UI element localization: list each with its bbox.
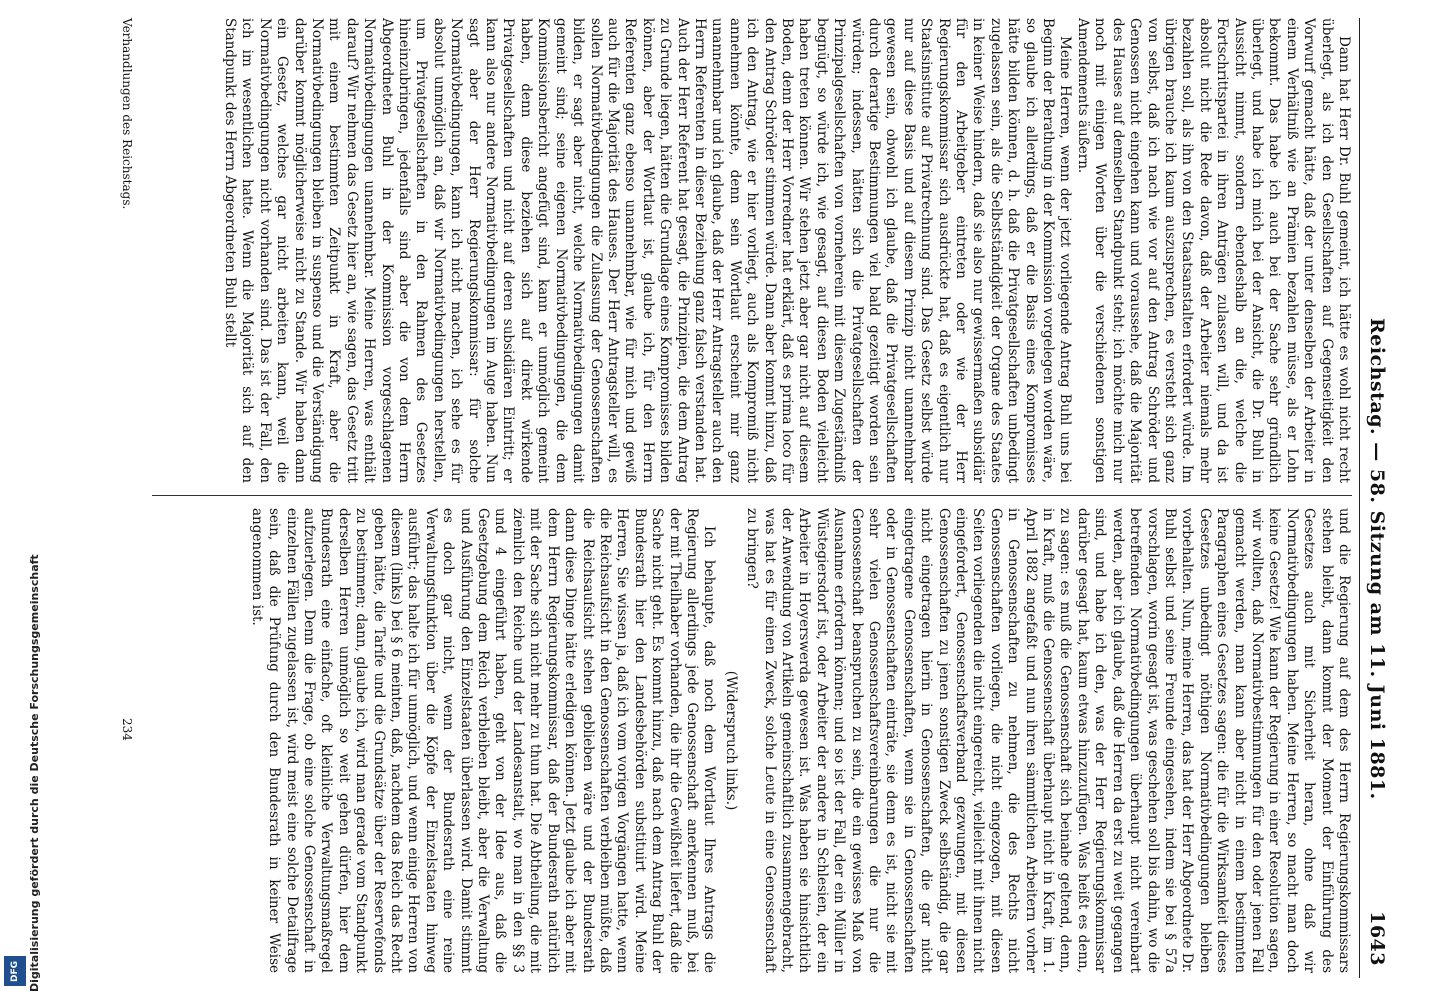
footer-left: Verhandlungen des Reichstags. — [120, 18, 134, 210]
paragraph: Meine Herren, wenn der jetzt vorliegende Antrag Buhl uns bei Beginn der Berathung in der Kommission vorgelegen worden wäre, so glaube ich allerdings, daß er die Basis eines Kompromisses hätte bilden können, d. h. daß die Privatgesellschaften unbedingt zugelassen sein, als die Selbstständigkeit der Organe des Staates in keiner Weise hindern, daß sie also nur gewissermaßen subsidiär für den Arbeitgeber eintreten oder wie der Herr Regierungskommissar sich ausdrückte hat, daß es eigentlich nur Staatsinstitute auf Privatrechnung sind. Das Gesetz selbst würde nur auf diese Basis und auf diesem Prinzip nicht unannehmbar gewesen sein, obwohl ich glaube, daß die Privatgesellschaften durch derartige Bestimmungen viel bald gezeitigt worden sein würden; indessen, hätten sich die Privatgesellschaften der Prinzipalgesellschaften von vorneherein mit diesem Zugeständniß begnügt, so würde ich, wie gesagt, auf diesen Boden vielleicht haben treten können. Wir stehen jetzt aber gar nicht auf diesem Boden, denn der Herr Vorredner hat erklärt, daß es prima loco für den Antrag Schröder stimmen würde. Dann aber kommt hinzu, daß ich den Antrag, wie er hier vorliegt, auch als Kompromiß nicht annehmen könnte, denn sein Wortlaut erscheint mir ganz unannehmbar und ich glaube, daß der Herr Antragsteller auch den Herrn Referenten in dieser Beziehung ganz falsch verstanden hat. Auch der Herr Referent hat gesagt, die Prinzipien, die dem Antrag zu Grunde liegen, hätten die Grundlage eines Kompromisses bilden können, aber der Wortlaut ist, glaube ich, für den Herrn Referenten ganz ebenso unannehmbar, wie für mich und gewiß auch für die Majorität des Hauses. Der Herr Antragsteller will, es sollen Normativbedingungen die Zulassung der Genossenschaften bilden, er sagt aber nicht, welche Normativbedingungen damit gemeint sind; seine eigenen Normativbedingungen, die dem Kommissionsbericht angefügt sind, kann er unmöglich gemeint haben, denn diese beziehen sich auf direkt wirkende Privatgesellschaften und nicht auf deren subsidiären Eintritt; er kann also nur andere Normativbedingungen im Auge haben. Nun sagt aber der Herr Regierungskommissar: für solche Normativbedingungen, kann ich nicht machen, ich sehe es für absolut unmöglich an, daß wir Normativbedingungen herstellen, um Privatgesellschaften in den Rahmen des Gesetzes hineinzubringen, jedenfalls sind aber die von dem Herrn Abgeordneten Buhl in der Kommission vorgeschlagenen Normativbedingungen unannehmbar. Meine Herren, was enthält darauf? Wir nehmen das Gesetz hier an, wie sagen, das Gesetz tritt mit einem bestimmten Zeitpunkt in Kraft, aber die Normativbedingungen bleiben in suspenso und die Verständigung darüber kommt möglicherweise nicht zu Stande. Wir haben dann ein Gesetz, welches gar nicht arbeiten kann, weil die Normativbedingungen nicht vorhanden sind. Das ist der Fall, den ich im wesentlichen hatte. Wenn die Majorität sich auf den Standpunkt des Herrn Abgeordneten Buhl stellt — [222, 18, 1074, 483]
header-rule — [1359, 18, 1360, 978]
paragraph: und die Regierung auf dem des Herrn Regierungskommissars stehen bleibt, dann kommt der Moment der Einführung des Gesetzes auch mit Sicherheit heran, ohne daß wir Normativbedingungen haben. Meine Herren, so macht man doch keine Gesetze! Wie kann der Regierung in einer Resolution sagen, wir wollten, daß Normativbestimmungen für den oder jenen Fall gemacht werden, man kann aber nicht in einem bestimmten Paragraphen eines Gesetzes sagen: die für die Wirksamkeit dieses Gesetzes unbedingt nöthigen Normativbedingungen bleiben vorbehalten. Nun, meine Herren, das hat der Herr Abgeordnete Dr. Buhl selbst und seine Freunde eingesehen, indem sie bei § 57a vorschlagen, worin gesagt ist, was geschehen soll bis dahin, wo die betreffenden Normativbedingungen überhaupt nicht vereinbart werden, aber ich glaube, daß die Herren da erst zu weit gegangen sind, und habe ich den, was der Herr Regierungskommissar darüber gesagt hat, kaum etwas hinzuzufügen. Was heißt es denn, zu sagen: es muß die Genossenschaft sich beinahe geltend, denn, in Kraft, muß die Genossenschaft überhaupt nicht in Kraft, im 1. April 1882 angefaßt und nun ihren sämmtlichen Arbeitern vorher in Genossenschaften zu nehmen, die des Rechts nicht Genossenschaften vorliegen, die nicht eingezogen, mit diesen Seiten vorliegenden die nicht eingereicht, vielleicht mit ihnen nicht eingefordert, Genossenschaftsverband gezwungen, mit diesen Genossenschaften zu jenen sonstigen Zweck selbständig, die gar nicht eingetragen hierin in Genossenschaften, die gar nicht eingetragene Genossenschaften, wenn sie in Genossenschaften oder in Genossenschaften einträte, sie denn es ist, nicht sie mit sehr vielen Genossenschaftsvereinbarungen die nur die Genossenschaft beanspruchen zu sein, die ein gewisses Maß von Ausnahme erfordern können; und so ist der Fall, der ein Müller in Wüstegiersdorf ist, oder Arbeiter der andere in Schlesien, der ein Arbeiter in Hoyerswerda gewesen ist. Was haben sie hinsichtlich der Anwendung von Artikeln gemeinschaftlich zusammengebracht, was hat es für einen Zweck, solche Leute in eine Genossenschaft zu bringen? — [744, 508, 1352, 973]
dfg-logo: DFG — [4, 956, 26, 986]
column-divider — [152, 495, 1352, 496]
footer-page-number: 234 — [120, 718, 134, 741]
header-title: Reichstag. — 58. Sitzung am 11. Juni 1881. — [1366, 318, 1388, 800]
digitization-credit: Digitalisierung gefördert durch die Deutsche Forschungsgemeinschaft — [28, 554, 41, 992]
left-column — [132, 18, 1352, 483]
right-column — [132, 508, 1352, 973]
paragraph: Ich behaupte, daß noch dem Wortlaut Ihres Antrags die Regierung allerdings jede Genossenschaft anerkennen muß, bei der mit Theilhaber vorhanden, die ihr die Gewißheit liefert, daß die Sache nicht geht. Es kommt hinzu, daß nach dem Antrag Buhl der Bundesrath hier den Landesbehörden substituirt wird. Meine Herren, Sie wissen ja, daß ich vom vorigen Vorgängen hatte, wenn die Reichsaufsicht in den Genossenschaften verbleiben müßte, daß die Reichsaufsicht stehen geblieben wäre und der Bundesrath dann diese Dinge hätte erledigen können. Jetzt glaube ich aber mit dem Herrn Regierungskommissar, daß der Bundesrath natürlich mit der Sache sich nicht mehr zu thun hat. Die Abtheilung, die mit ziemlich den Reiche und der Landesanstalt, wo man in den §§ 3 und 4 eingeführt haben, geht von der Idee aus, daß die Gesetzgebung dem Reich verbleiben bleibt, aber die Verwaltung und Ausführung den Einzelstaaten überlassen wird. Damit stimmt es doch gar nicht, wenn der Bundesrath eine reine Verwaltungsfunktion über die Köpfe der Einzelstaaten hinweg ausführt; das halte ich für unmöglich, und wenn einige Herren von diesem (links) bei § 6 meinten, daß, nachdem das Reich das Recht geben hätte, die Tarife und die Grundsätze über der Reservefonds zu bestimmen; dann, glaube ich, wird man gerade vom Standpunkt derselben Herren unmöglich so weit gehen dürfen, hier dem Bundesrath eine einfache, oft kleinliche Verwaltungsmaßregel aufzuerlegen. Denn die Frage, ob eine solche Genossenschaft in einzelnen Fällen zugelassen ist, wird meist eine solche Detailfrage sein, daß die Prüfung durch den Bundesrath in keiner Weise angenommen ist. — [248, 508, 718, 973]
paragraph: Dann hat Herr Dr. Buhl gemeint, ich hätte es wohl nicht recht überlegt, als ich den Gesellschaften auf Gegenseitigkeit den Vorwurf gemacht hätte, daß der unter denselben der Arbeiter in einem Verhältniß wie an Prämien bezahlen müsse, als er Lohn bekommt. Das habe ich auch bei der Sache sehr gründlich überlegt, und habe ich mich bei der Ansicht, die Dr. Buhl in Aussicht nimmt, sondern ebendeshalb an die, welche die Fortschrittspartei in ihren Anträgen zulassen will, und da ist absolut nicht die Rede davon, daß der Arbeiter niemals mehr bezahlen soll, als ihn von den Staatsanstalten erfordert würde. Im übrigen brauche ich kaum auszusprechen, es versteht sich ganz von selbst, daß ich nach wie vor auf den Antrag Schröder und Genossen nicht eingehen kann und voraussehe, daß die Majorität des Hauses auf demselben Standpunkt steht; ich möchte mich nur noch mit einigen Worten über die verschiedenen sonstigen Amendements äußern. — [1074, 18, 1352, 483]
header-page-number: 1643 — [1366, 911, 1388, 966]
page-header — [1360, 18, 1390, 978]
rotated-page — [70, 18, 1390, 978]
interjection: (Widerspruch links.) — [722, 670, 739, 811]
